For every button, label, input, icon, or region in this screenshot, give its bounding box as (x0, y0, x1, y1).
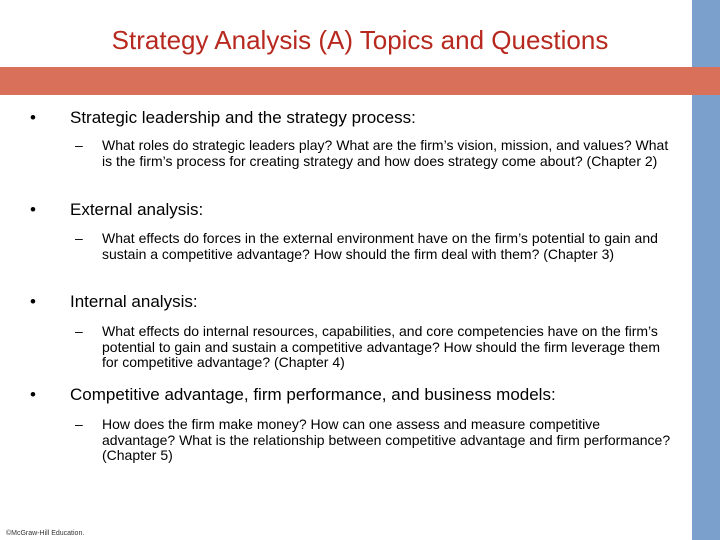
sub-bullet-text: What effects do internal resources, capabilities, and core competencies have on the firm’s potential to gain and sustain a competitive advantage? How should the firm leverage them for competitive advantage? (Chapter 4) (102, 323, 661, 370)
bullet-item (30, 108, 416, 128)
copyright-footer: ©McGraw-Hill Education. (6, 530, 85, 537)
bullet-item (30, 385, 556, 405)
bullet-text: External analysis: (70, 200, 204, 219)
sub-bullet-item (75, 324, 672, 371)
slide-title: Strategy Analysis (A) Topics and Questions (111, 25, 609, 55)
bullet-text: Competitive advantage, firm performance, and business models: (70, 385, 556, 404)
bullet-marker: • (30, 385, 36, 404)
sub-bullet-text: How does the firm make money? How can one assess and measure competitive advantage? What is the relationship between competitive advantage and firm performance? (Chapter 5) (102, 416, 671, 463)
bullet-marker: • (30, 108, 36, 127)
sub-bullet-text: What effects do forces in the external environment have on the firm’s potential to gain and sustain a competitive advantage? How should the firm deal with them? (Chapter 3) (102, 230, 658, 262)
bullet-marker: • (30, 200, 36, 219)
sub-bullet-item (75, 231, 672, 262)
bullet-marker: • (30, 292, 36, 311)
bullet-item (30, 292, 198, 312)
sub-bullet-marker: – (75, 230, 83, 246)
bullet-text: Internal analysis: (70, 292, 198, 311)
bullet-item (30, 200, 203, 220)
sub-bullet-text: What roles do strategic leaders play? What are the firm’s vision, mission, and values? What is the firm’s process for creating strategy and how does strategy come about? (Chapter 2) (102, 137, 669, 169)
sub-bullet-item (75, 138, 672, 169)
sub-bullet-marker: – (75, 323, 83, 339)
bullet-text: Strategic leadership and the strategy process: (70, 108, 416, 127)
sub-bullet-marker: – (75, 416, 83, 432)
sub-bullet-marker: – (75, 137, 83, 153)
sub-bullet-item (75, 417, 672, 464)
